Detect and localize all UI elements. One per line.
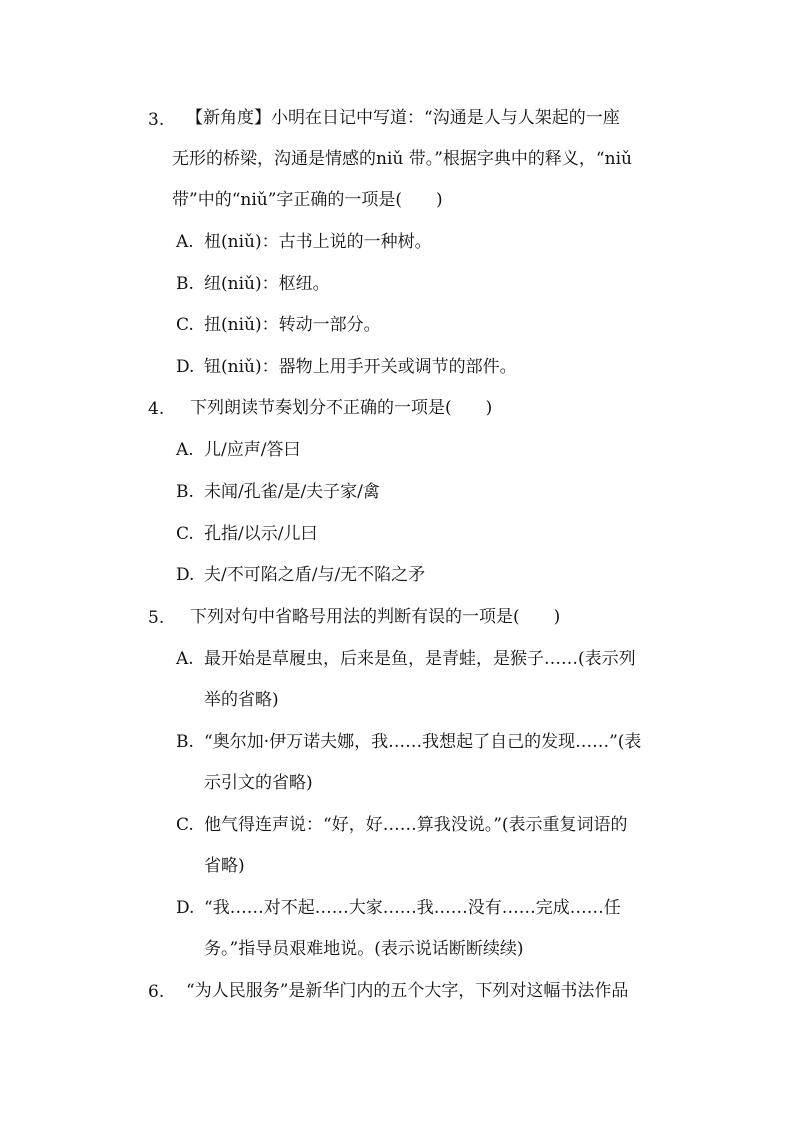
option-text: “奥尔加·伊万诺夫娜，我……我想起了自己的发现……”(表 [204, 732, 642, 752]
option-label: D. [176, 898, 195, 918]
option-text: 杻(niǔ)：古书上说的一种树。 [204, 232, 432, 252]
option-label: D. [176, 357, 195, 377]
option-text: 儿/应声/答曰 [204, 440, 301, 460]
option-text: 示引文的省略) [204, 773, 313, 793]
option-label: A. [176, 232, 194, 252]
option-label: B. [176, 482, 194, 502]
option-label: C. [176, 524, 194, 544]
option-text: 纽(niǔ)：枢纽。 [204, 274, 330, 294]
option-text: 务。”指导员艰难地说。(表示说话断断续续) [204, 939, 524, 959]
option-text: 省略) [204, 856, 245, 876]
option-text: 举的省略) [204, 690, 279, 710]
option-label: A. [176, 440, 194, 460]
option-text: 他气得连声说：“好，好……算我没说。”(表示重复词语的 [204, 815, 628, 835]
option-label: B. [176, 732, 194, 752]
option-label: A. [176, 649, 194, 669]
option-text: 扭(niǔ)：转动一部分。 [204, 315, 381, 335]
question-number: 4. [148, 399, 165, 419]
question-number: 6. [148, 982, 165, 1002]
question-number: 3. [148, 110, 165, 130]
question-number: 5. [148, 608, 165, 628]
option-label: C. [176, 815, 194, 835]
question-text-line: 下列朗读节奏划分不正确的一项是( ) [190, 398, 493, 418]
option-text: 未闻/孔雀/是/夫子家/禽 [204, 482, 380, 502]
question-text-line: 带”中的“niǔ”字正确的一项是( ) [172, 190, 443, 210]
option-text: 夫/不可陷之盾/与/无不陷之矛 [204, 565, 426, 585]
question-text-line: 无形的桥梁，沟通是情感的niǔ 带。”根据字典中的释义，“niǔ [172, 149, 632, 169]
option-label: B. [176, 274, 194, 294]
option-text: 孔指/以示/儿曰 [204, 524, 318, 544]
option-label: D. [176, 565, 195, 585]
question-text-line: 【新角度】小明在日记中写道：“沟通是人与人架起的一座 [186, 108, 620, 128]
question-text-line: “为人民服务”是新华门内的五个大字，下列对这幅书法作品 [186, 981, 629, 1001]
option-text: 钮(niǔ)：器物上用手开关或调节的部件。 [204, 357, 517, 377]
option-text: 最开始是草履虫，后来是鱼，是青蛙，是猴子……(表示列 [204, 649, 636, 669]
option-text: “我……对不起……大家……我……没有……完成……任 [204, 898, 621, 918]
question-text-line: 下列对句中省略号用法的判断有误的一项是( ) [190, 607, 561, 627]
option-label: C. [176, 315, 194, 335]
